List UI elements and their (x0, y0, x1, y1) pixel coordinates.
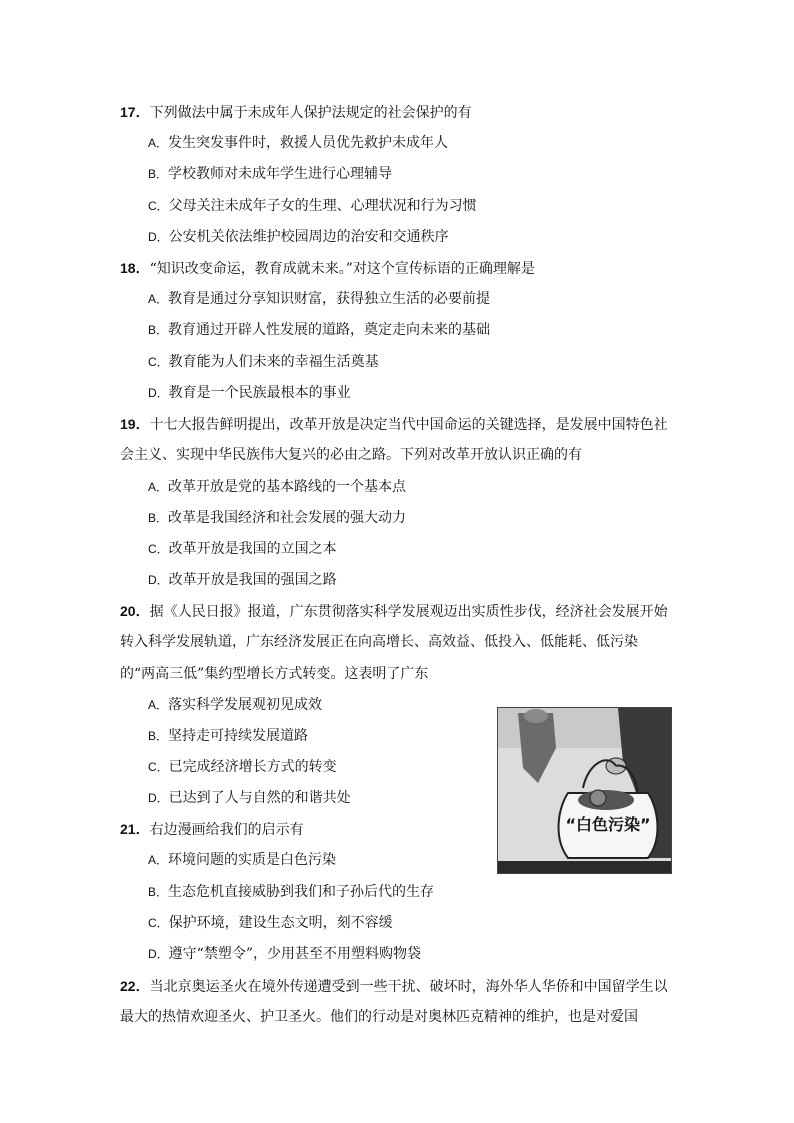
question-19-stem-continued (120, 445, 582, 465)
option-letter: C． (148, 199, 169, 213)
question-20-option-a (148, 695, 322, 715)
option-text: 教育是通过分享知识财富，获得独立生活的必要前提 (168, 291, 491, 307)
question-18-option-a (148, 289, 490, 309)
question-18-option-b (148, 320, 490, 340)
option-text: 环境问题的实质是白色污染 (168, 852, 337, 868)
white-pollution-cartoon (497, 707, 672, 874)
question-17-option-b (148, 164, 392, 184)
question-number: 20． (120, 603, 150, 619)
option-text: 生态危机直接威胁到我们和子孙后代的生存 (168, 884, 435, 900)
option-letter: A． (148, 853, 169, 867)
option-text: 学校教师对未成年学生进行心理辅导 (168, 166, 393, 182)
option-letter: A． (148, 136, 169, 150)
option-text: 改革是我国经济和社会发展的强大动力 (168, 510, 407, 526)
question-text: 右边漫画给我们的启示有 (149, 822, 304, 838)
question-21-option-a (148, 850, 336, 870)
option-text: 父母关注未成年子女的生理、心理状况和行为习惯 (168, 198, 477, 214)
question-number: 18． (120, 260, 150, 276)
option-letter: B． (148, 885, 169, 899)
option-letter: D． (148, 947, 169, 961)
option-letter: D． (148, 386, 169, 400)
question-text: 的“两高三低”集约型增长方式转变。这表明了广东 (120, 666, 429, 682)
question-20-option-b (148, 726, 308, 746)
question-21-stem (120, 819, 304, 840)
question-20-option-d (148, 788, 351, 808)
option-letter: B． (148, 167, 169, 181)
question-19-option-c (148, 539, 337, 559)
question-18-stem (120, 258, 535, 279)
cartoon-drawing (498, 708, 671, 873)
option-letter: D． (148, 230, 169, 244)
question-22-stem (120, 976, 668, 997)
option-text: 已达到了人与自然的和谐共处 (168, 790, 351, 806)
question-19-option-b (148, 508, 406, 528)
option-text: 教育通过开辟人性发展的道路，奠定走向未来的基础 (168, 322, 491, 338)
question-19-stem (120, 414, 668, 435)
option-text: 坚持走可持续发展道路 (168, 728, 309, 744)
question-17-option-d (148, 227, 449, 247)
question-21-option-d (148, 944, 421, 964)
question-text: 下列做法中属于未成年人保护法规定的社会保护的有 (149, 105, 472, 121)
question-text: 十七大报告鲜明提出，改革开放是决定当代中国命运的关键选择，是发展中国特色社 (149, 417, 668, 433)
question-20-option-c (148, 757, 337, 777)
question-19-option-d (148, 570, 337, 590)
caption-strip (498, 861, 671, 873)
question-17-option-c (148, 196, 477, 216)
question-21-option-b (148, 882, 434, 902)
question-text: 当北京奥运圣火在境外传递遭受到一些干扰、破坏时，海外华人华侨和中国留学生以 (149, 979, 668, 995)
option-text: 公安机关依法维护校园周边的治安和交通秩序 (168, 229, 449, 245)
question-18-option-d (148, 383, 351, 403)
question-text: “知识改变命运，教育成就未来。”对这个宣传标语的正确理解是 (149, 261, 535, 277)
option-text: 发生突发事件时，救援人员优先救护未成年人 (168, 135, 449, 151)
option-letter: B． (148, 511, 169, 525)
question-text: 转入科学发展轨道，广东经济发展正在向高增长、高效益、低投入、低能耗、低污染 (120, 634, 638, 650)
question-21-option-c (148, 913, 393, 933)
question-20-stem (120, 601, 668, 622)
option-text: 改革开放是我国的立国之本 (168, 541, 337, 557)
option-letter: D． (148, 573, 169, 587)
option-letter: A． (148, 698, 169, 712)
option-text: 教育能为人们未来的幸福生活奠基 (168, 354, 379, 370)
option-text: 改革开放是党的基本路线的一个基本点 (168, 479, 407, 495)
option-text: 保护环境，建设生态文明，刻不容缓 (168, 915, 393, 931)
option-text: 改革开放是我国的强国之路 (168, 572, 337, 588)
question-18-option-c (148, 352, 379, 372)
bag-label: “白色污染” (565, 815, 651, 834)
question-number: 21． (120, 821, 150, 837)
option-letter: B． (148, 323, 169, 337)
question-22-stem-continued (120, 1007, 638, 1027)
option-letter: C． (148, 355, 169, 369)
question-17-stem (120, 102, 472, 123)
question-17-option-a (148, 133, 448, 153)
question-number: 17． (120, 104, 150, 120)
option-text: 已完成经济增长方式的转变 (168, 759, 337, 775)
question-number: 22． (120, 978, 150, 994)
option-text: 教育是一个民族最根本的事业 (168, 385, 351, 401)
option-letter: C． (148, 542, 169, 556)
option-letter: C． (148, 760, 169, 774)
question-19-option-a (148, 477, 406, 497)
option-letter: A． (148, 480, 169, 494)
question-text: 据《人民日报》报道，广东贯彻落实科学发展观迈出实质性步伐，经济社会发展开始 (149, 604, 668, 620)
option-letter: A． (148, 292, 169, 306)
question-20-stem-continued-1 (120, 632, 638, 652)
question-text: 会主义、实现中华民族伟大复兴的必由之路。下列对改革开放认识正确的有 (120, 447, 582, 463)
option-letter: D． (148, 791, 169, 805)
question-20-stem-continued-2 (120, 664, 428, 684)
option-letter: C． (148, 916, 169, 930)
option-text: 遵守“禁塑令”，少用甚至不用塑料购物袋 (168, 946, 421, 962)
question-text: 最大的热情欢迎圣火、护卫圣火。他们的行动是对奥林匹克精神的维护，也是对爱国 (120, 1009, 638, 1025)
option-text: 落实科学发展观初见成效 (168, 697, 323, 713)
question-number: 19． (120, 416, 150, 432)
option-letter: B． (148, 729, 169, 743)
